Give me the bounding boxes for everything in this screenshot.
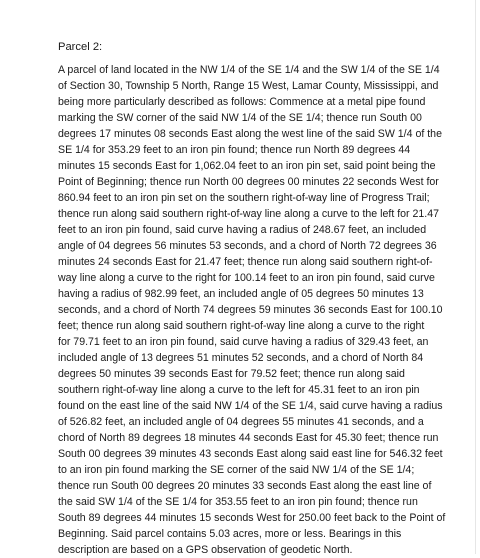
description-line: way line along a curve to the right for 100.14 feet to an iron pin found, said curve: [58, 272, 435, 284]
description-line: seconds, and a chord of North 74 degrees 59 minutes 36 seconds East for 100.10: [58, 304, 443, 316]
page-edge-line: [475, 0, 476, 554]
description-line: found on the east line of the said NW 1/4 of the SE 1/4, said curve having a radius: [58, 400, 443, 412]
description-line: to an iron pin found marking the SE corner of the said NW 1/4 of the SE 1/4;: [58, 464, 415, 476]
description-line: of Section 30, Township 5 North, Range 15 West, Lamar County, Mississippi, and: [58, 80, 439, 92]
description-line: Point of Beginning; thence run North 00 degrees 00 minutes 22 seconds West for: [58, 176, 439, 188]
description-line: A parcel of land located in the NW 1/4 of the SE 1/4 and the SW 1/4 of the SE 1/4: [58, 64, 440, 76]
description-line: southern right-of-way line along a curve to the left for 45.31 feet to an iron pin: [58, 384, 420, 396]
description-line: included angle of 13 degrees 51 minutes 52 seconds, and a chord of North 84: [58, 352, 424, 364]
description-line: marking the SW corner of the said NW 1/4 of the SE 1/4; thence run South 00: [58, 112, 422, 124]
description-line: chord of North 89 degrees 18 minutes 44 seconds East for 45.30 feet; thence run: [58, 432, 439, 444]
description-line: for 79.71 feet to an iron pin found, said curve having a radius of 329.43 feet, an: [58, 336, 429, 348]
description-line: thence run South 00 degrees 20 minutes 33 seconds East along the east line of: [58, 480, 432, 492]
description-line: 860.94 feet to an iron pin set on the southern right-of-way line of Progress Trail;: [58, 192, 430, 204]
description-line: degrees 17 minutes 08 seconds East along the west line of the said SW 1/4 of the: [58, 128, 442, 140]
description-line: being more particularly described as follows: Commence at a metal pipe found: [58, 96, 426, 108]
description-line: Beginning. Said parcel contains 5.03 acres, more or less. Bearings in this: [58, 528, 402, 540]
description-line: minutes 24 seconds East for 21.47 feet; thence run along said southern right-of-: [58, 256, 433, 268]
description-line: minutes 15 seconds East for 1,062.04 feet to an iron pin set, said point being the: [58, 160, 436, 172]
description-line: degrees 50 minutes 39 seconds East for 79.52 feet; thence run along said: [58, 368, 405, 380]
parcel-heading: Parcel 2:: [58, 41, 103, 53]
description-line: South 00 degrees 39 minutes 43 seconds East along said east line for 546.32 feet: [58, 448, 443, 460]
description-line: feet; thence run along said southern right-of-way line along a curve to the right: [58, 320, 425, 332]
description-line: feet to an iron pin found, said curve having a radius of 248.67 feet, an included: [58, 224, 427, 236]
description-line: angle of 04 degrees 56 minutes 53 seconds, and a chord of North 72 degrees 36: [58, 240, 437, 252]
description-line: the said SW 1/4 of the SE 1/4 for 353.55 feet to an iron pin found; thence run: [58, 496, 418, 508]
legal-description: [58, 62, 462, 558]
description-line: South 89 degrees 44 minutes 15 seconds West for 250.00 feet back to the Point of: [58, 512, 446, 524]
description-line: description are based on a GPS observation of geodetic North.: [58, 544, 353, 556]
description-line: having a radius of 982.99 feet, an included angle of 05 degrees 50 minutes 13: [58, 288, 424, 300]
description-line: of 526.82 feet, an included angle of 04 degrees 55 minutes 41 seconds, and a: [58, 416, 424, 428]
description-line: SE 1/4 for 353.29 feet to an iron pin found; thence run North 89 degrees 44: [58, 144, 411, 156]
description-line: thence run along said southern right-of-way line along a curve to the left for 21.47: [58, 208, 440, 220]
